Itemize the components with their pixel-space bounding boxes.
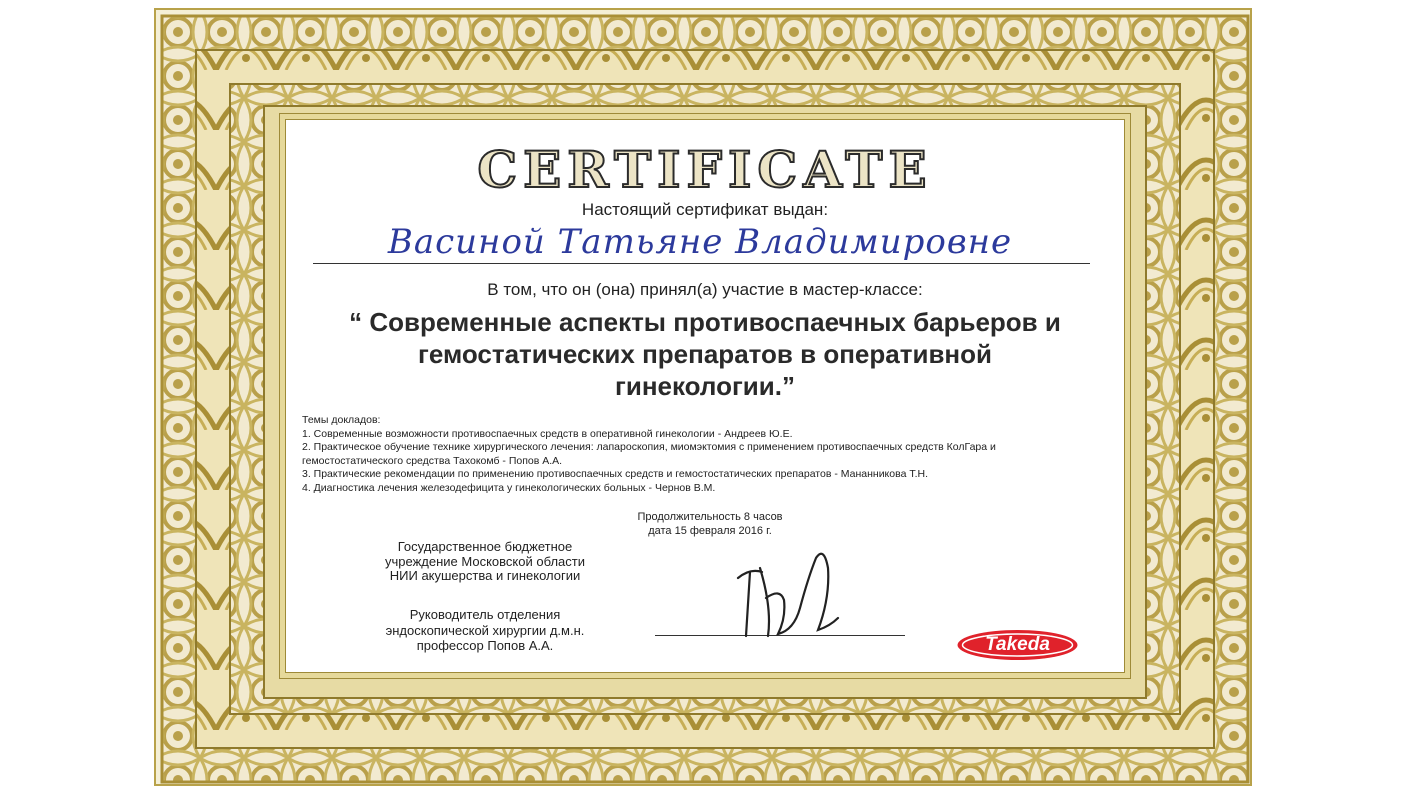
institution-line: учреждение Московской области (385, 553, 585, 569)
head-of-department-block (330, 607, 640, 654)
institution-line: НИИ акушерства и гинекологии (389, 568, 581, 583)
takeda-logo-text: Takeda (985, 634, 1050, 655)
topics-list (302, 414, 1122, 495)
certificate-title: CERTIFICATE (477, 140, 933, 199)
recipient-name: Васиной Татьяне Владимировне (387, 222, 1013, 262)
topics-heading: Темы докладов: (302, 414, 381, 426)
issued-to-label: Настоящий сертификат выдан: (581, 200, 829, 219)
head-of-department-line: Руководитель отделения (409, 607, 561, 622)
handwritten-signature (720, 538, 860, 648)
course-title-line: “ Современные аспекты противоспаечных барьеров и (349, 307, 1061, 337)
head-of-department-line: эндоскопической хирургии д.м.н. (385, 622, 585, 638)
recipient-underline (313, 263, 1090, 264)
topic-item: 4. Диагностика лечения железодефицита у гинекологических больных - Чернов В.М. (302, 481, 716, 494)
course-title-line: гемостатических препаратов в оперативной (418, 339, 992, 369)
duration-length: Продолжительность 8 часов (637, 511, 783, 523)
institution-block (330, 540, 640, 584)
duration-block (560, 510, 860, 538)
topic-item: 3. Практические рекомендации по применению противоспаечных средств и гемостостатических препаратов - Мананникова Т.Н. (302, 468, 928, 480)
course-title (300, 306, 1110, 402)
institution-line: Государственное бюджетное (397, 539, 573, 554)
topic-item: гемостостатического средства Тахокомб - Попов А.А. (302, 454, 563, 467)
head-of-department-line: профессор Попов А.А. (416, 638, 554, 653)
participation-text: В том, что он (она) принял(а) участие в мастер-классе: (487, 280, 923, 299)
takeda-logo (955, 628, 1080, 662)
duration-date: дата 15 февраля 2016 г. (648, 525, 772, 537)
topic-item: 2. Практическое обучение технике хирургического лечения: лапароскопия, миомэктомия с применением противоспаечных средств КолГара и (302, 441, 996, 453)
course-title-line: гинекологии.” (615, 371, 795, 401)
topic-item: 1. Современные возможности противоспаечных средств в оперативной гинекологии - Андреев Ю.Е. (302, 427, 793, 440)
